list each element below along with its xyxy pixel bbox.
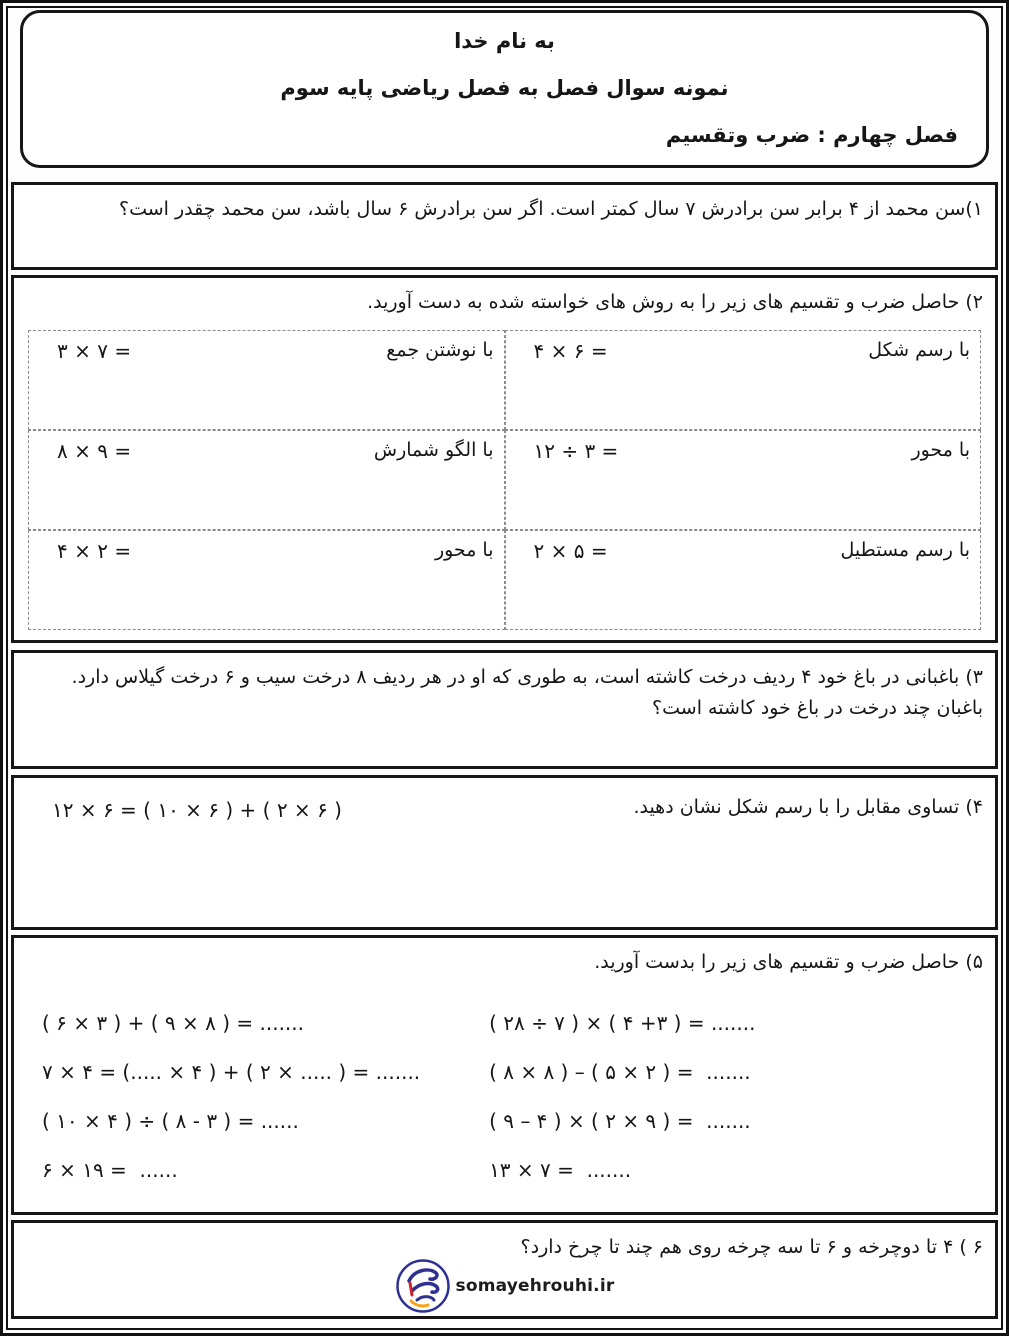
worksheet-title: نمونه سوال فصل به فصل ریاضی پایه سوم <box>280 76 729 100</box>
expression-row <box>14 1145 995 1194</box>
footer-logo-row <box>14 1258 995 1314</box>
bismillah-text: به نام خدا <box>454 29 555 53</box>
table-cell-row2-left <box>28 430 505 530</box>
question-4-equation: ۱۲ × ۶ = ( ۱۰ × ۶ ) + ( ۲ × ۶ ) <box>52 798 342 822</box>
method-label: با نوشتن جمع <box>386 339 494 362</box>
question-6-box <box>11 1220 998 1319</box>
site-logo-icon <box>395 1258 451 1314</box>
question-6-text: ۶ ) ۴ تا دوچرخه و ۶ تا سه چرخه روی هم چند تا چرخ دارد؟ <box>520 1236 983 1258</box>
method-expression: ۸ × ۹ = <box>57 439 132 464</box>
site-url-text: somayehrouhi.ir <box>455 1276 615 1296</box>
question-4-row <box>14 778 995 823</box>
question-1-text: ۱)سن محمد از ۴ برابر سن برادرش ۷ سال کمتر است. اگر سن برادرش ۶ سال باشد، سن محمد چقدر است؟ <box>118 198 983 220</box>
method-label: با محور <box>434 539 494 562</box>
expression-row <box>14 1047 995 1096</box>
expression-right: ( ۲۸ ÷ ۷ ) × ( ۴ +۳ ) = ....... <box>489 1010 756 1035</box>
question-3-text-line1: ۳) باغبانی در باغ خود ۴ ردیف درخت کاشته است، به طوری که او در هر ردیف ۸ درخت سیب و ۶ درخت گیلاس دارد. <box>71 666 983 688</box>
method-expression: ۴ × ۶ = <box>533 339 608 364</box>
expression-right: ( ۹ – ۴ ) × ( ۲ × ۹ ) = ....... <box>489 1108 751 1133</box>
method-expression: ۱۲ ÷ ۳ = <box>533 439 619 464</box>
question-2-text: ۲) حاصل ضرب و تقسیم های زیر را به روش های خواسته شده به دست آورید. <box>367 291 983 313</box>
question-3-box <box>11 650 998 769</box>
header-box <box>20 10 989 168</box>
table-cell-row3-left <box>28 530 505 630</box>
table-cell-row2-right <box>505 430 982 530</box>
question-4-box <box>11 775 998 930</box>
table-cell-row1-right <box>505 330 982 430</box>
page-content <box>11 10 998 1319</box>
expression-row <box>14 1096 995 1145</box>
expression-right: ( ۸ × ۸ ) – ( ۵ × ۲ ) = ....... <box>489 1059 751 1084</box>
expression-left: ۶ × ۱۹ = ...... <box>42 1157 178 1182</box>
methods-table <box>28 330 981 630</box>
question-5-expressions <box>14 998 995 1194</box>
method-expression: ۳ × ۷ = <box>57 339 132 364</box>
expression-right: ۱۳ × ۷ = ....... <box>489 1157 632 1182</box>
table-cell-row1-left <box>28 330 505 430</box>
expression-left: ( ۶ × ۳ ) + ( ۹ × ۸ ) = ....... <box>42 1010 305 1035</box>
method-label: با رسم مستطیل <box>840 539 970 562</box>
question-4-text: ۴) تساوی مقابل را با رسم شکل نشان دهید. <box>633 796 983 818</box>
question-2-box <box>11 275 998 643</box>
question-1-box <box>11 182 998 270</box>
method-label: با الگو شمارش <box>373 439 494 462</box>
question-5-box <box>11 935 998 1215</box>
expression-row <box>14 998 995 1047</box>
question-3-text-line2: باغبان چند درخت در باغ خود کاشته است؟ <box>652 697 983 720</box>
method-label: با رسم شکل <box>868 339 970 362</box>
method-expression: ۴ × ۲ = <box>57 539 132 564</box>
chapter-title: فصل چهارم : ضرب وتقسیم <box>665 123 958 147</box>
method-label: با محور <box>911 439 970 462</box>
expression-left: ۷ × ۴ = (..... × ۴ ) + ( ۲ × ..... ) = ....... <box>42 1059 421 1084</box>
table-cell-row3-right <box>505 530 982 630</box>
question-5-text: ۵) حاصل ضرب و تقسیم های زیر را بدست آورید. <box>594 951 983 973</box>
expression-left: ( ۱۰ × ۴ ) ÷ ( ۸ - ۳ ) = ...... <box>42 1108 299 1133</box>
method-expression: ۲ × ۵ = <box>533 539 608 564</box>
